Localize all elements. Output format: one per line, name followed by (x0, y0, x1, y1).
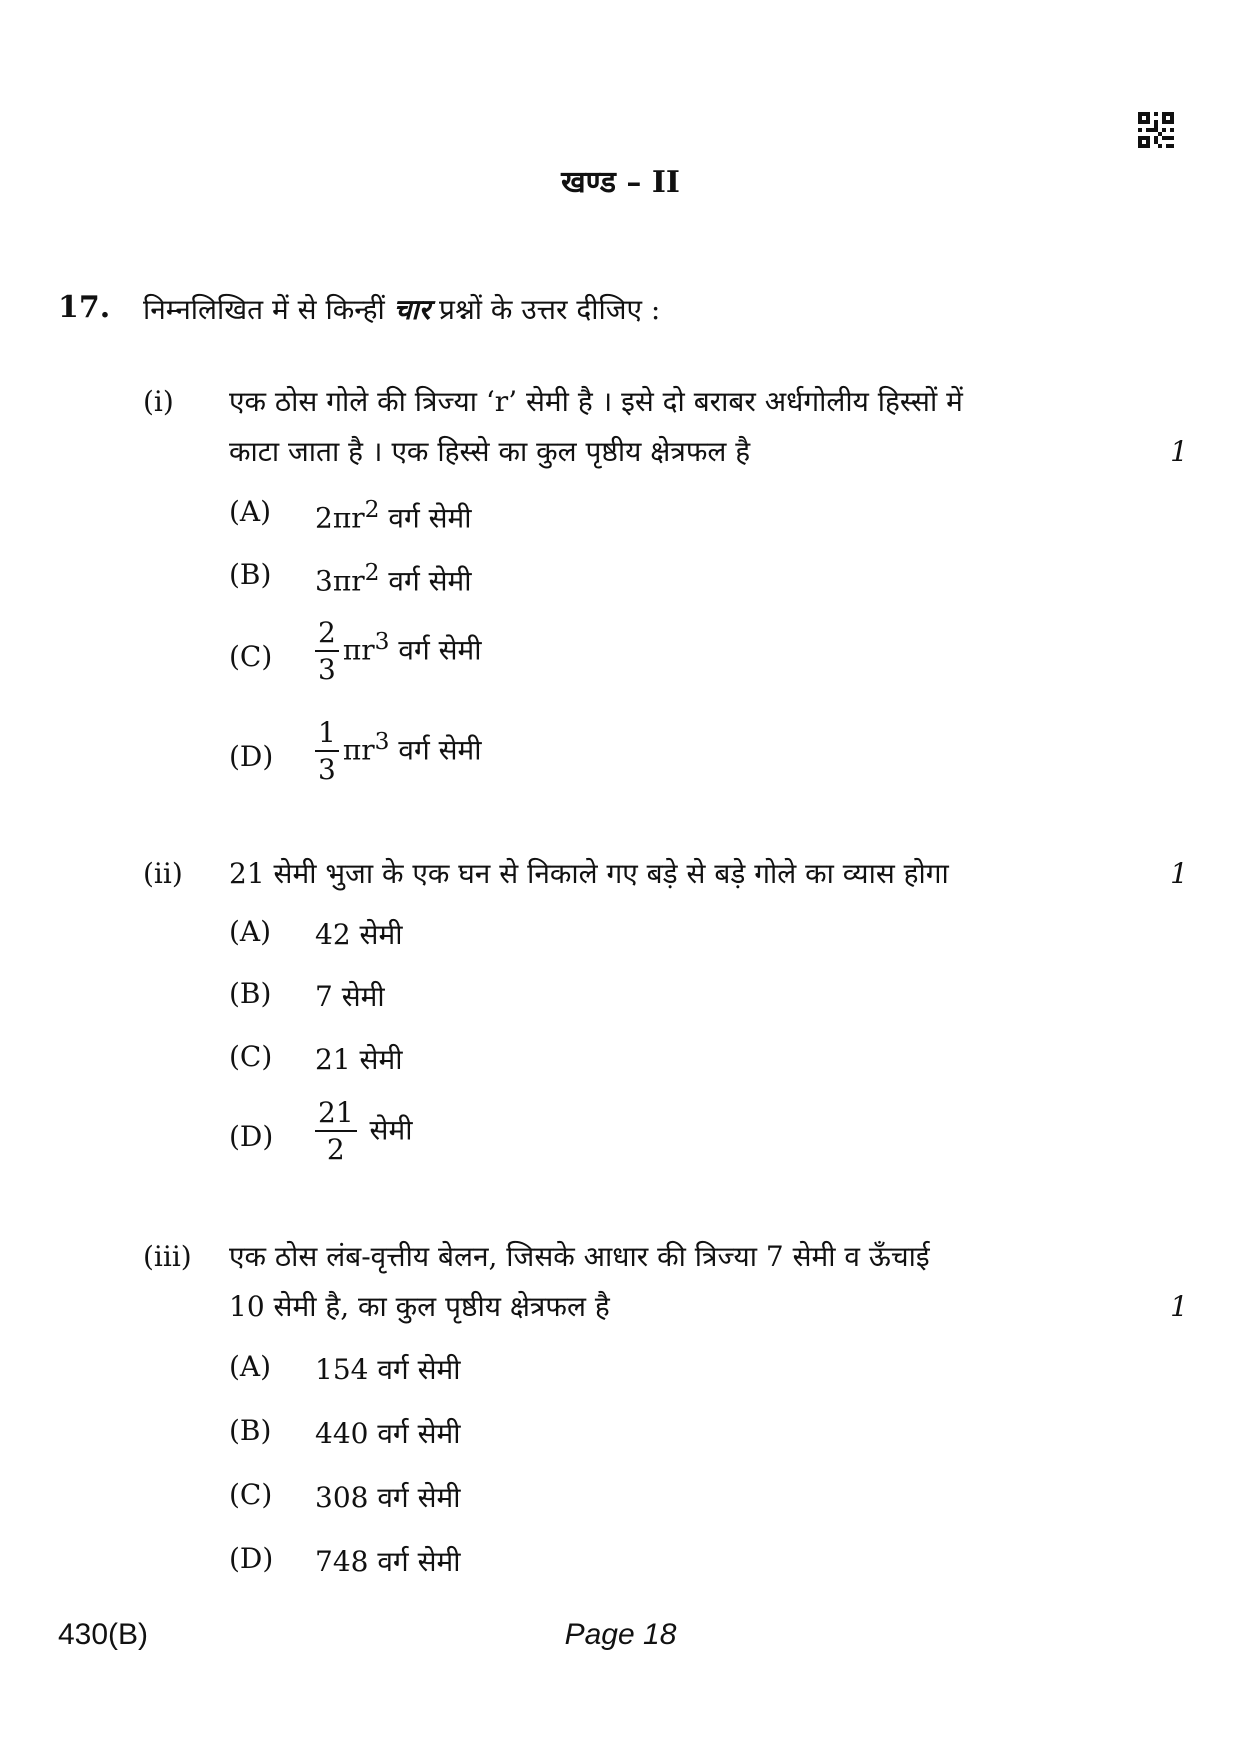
instruction-emphasis: चार (393, 293, 431, 326)
unit: वर्ग सेमी (398, 633, 482, 667)
stem-line: 10 सेमी है, का कुल पृष्ठीय क्षेत्रफल है (229, 1290, 610, 1323)
unit: सेमी (369, 1113, 413, 1147)
marks: 1 (1170, 1290, 1188, 1323)
part-stem (229, 849, 1119, 899)
exponent: 2 (364, 495, 380, 523)
part-label: (ii) (143, 857, 183, 890)
option-value: 7 सेमी (315, 980, 385, 1013)
option-label: (D) (229, 1542, 274, 1575)
part-label: (iii) (143, 1240, 192, 1273)
option-label: (A) (229, 915, 272, 948)
coefficient: 2 (315, 501, 333, 535)
fraction (315, 616, 339, 688)
stem-line: एक ठोस गोले की त्रिज्या ‘r’ सेमी है । इसे दो बराबर अर्धगोलीय हिस्सों में (229, 385, 963, 418)
numerator: 21 (315, 1096, 357, 1132)
stem-line: एक ठोस लंब-वृत्तीय बेलन, जिसके आधार की त्रिज्या 7 सेमी व ऊँचाई (229, 1240, 930, 1273)
option-value: 154 वर्ग सेमी (315, 1353, 461, 1386)
expression: πr (342, 733, 375, 767)
option-value (315, 716, 482, 788)
option-value: 308 वर्ग सेमी (315, 1481, 461, 1514)
exponent: 2 (364, 558, 380, 586)
option-label: (A) (229, 1350, 272, 1383)
marks: 1 (1170, 857, 1188, 890)
exponent: 3 (374, 727, 390, 756)
fraction (315, 716, 339, 788)
option-label: (C) (229, 640, 273, 673)
page-number: Page 18 (564, 1618, 677, 1651)
option-value (315, 616, 482, 688)
option-label: (B) (229, 558, 272, 591)
expression: πr (342, 633, 375, 667)
section-title: खण्ड – II (561, 165, 680, 200)
unit: वर्ग सेमी (398, 733, 482, 767)
option-value: 42 सेमी (315, 918, 403, 951)
option-label: (A) (229, 495, 272, 528)
option-label: (B) (229, 977, 272, 1010)
denominator: 3 (318, 753, 336, 786)
denominator: 3 (318, 653, 336, 686)
part-label: (i) (143, 385, 174, 418)
question-number: 17. (58, 290, 111, 325)
option-label: (D) (229, 740, 274, 773)
option-value: 748 वर्ग सेमी (315, 1545, 461, 1578)
question-instruction (143, 290, 660, 328)
part-stem (229, 1232, 1119, 1332)
exponent: 3 (374, 627, 390, 656)
option-value: 21 सेमी (315, 1043, 403, 1076)
option-value (315, 558, 472, 599)
paper-code: 430(B) (58, 1618, 149, 1651)
option-value (315, 495, 472, 536)
expression: πr (332, 501, 365, 535)
option-value: 440 वर्ग सेमी (315, 1417, 461, 1450)
numerator: 1 (315, 716, 339, 752)
option-label: (C) (229, 1478, 273, 1511)
marks: 1 (1170, 435, 1188, 468)
numerator: 2 (315, 616, 339, 652)
stem-line: 21 सेमी भुजा के एक घन से निकाले गए बड़े से बड़े गोले का व्यास होगा (229, 857, 949, 890)
part-stem (229, 377, 1119, 477)
instruction-text: निम्नलिखित में से किन्हीं (143, 293, 385, 326)
qr-code-icon (1138, 112, 1174, 148)
stem-line: काटा जाता है । एक हिस्से का कुल पृष्ठीय क्षेत्रफल है (229, 435, 751, 468)
instruction-text: प्रश्नों के उत्तर दीजिए : (439, 293, 661, 326)
denominator: 2 (326, 1133, 345, 1166)
coefficient: 3 (315, 564, 333, 598)
option-label: (C) (229, 1040, 273, 1073)
fraction (315, 1096, 357, 1168)
unit: वर्ग सेमी (388, 564, 472, 598)
option-label: (B) (229, 1414, 272, 1447)
unit: वर्ग सेमी (388, 501, 472, 535)
expression: πr (332, 564, 365, 598)
option-label: (D) (229, 1120, 274, 1153)
option-value (315, 1096, 412, 1168)
